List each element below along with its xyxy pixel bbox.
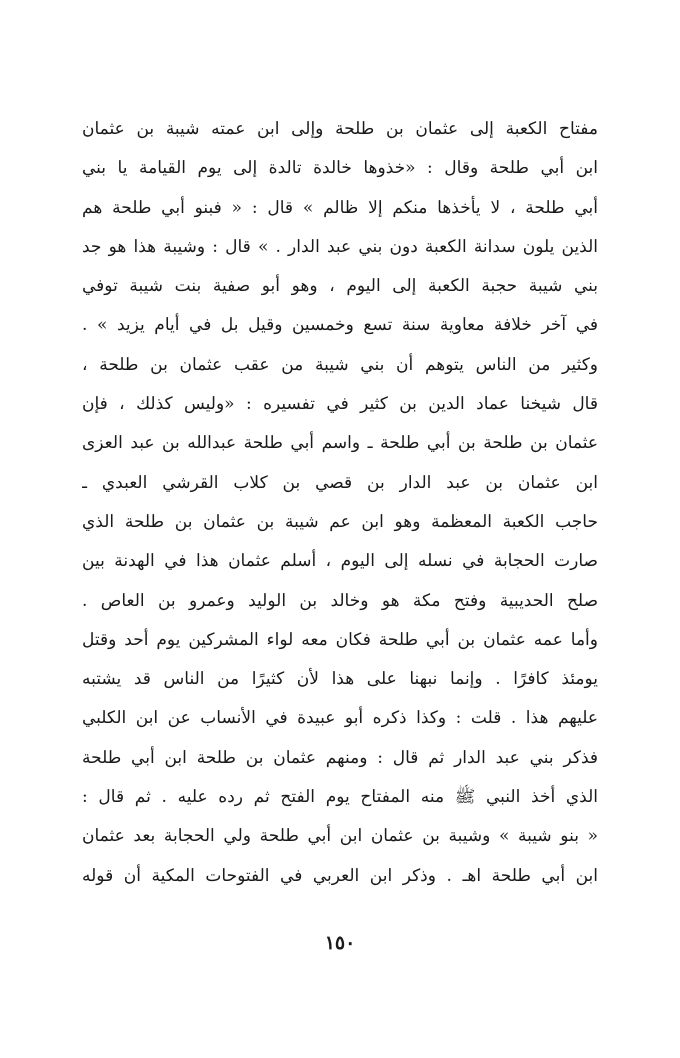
text-line: أبي طلحة ، لا يأخذها منكم إلا ظالم » قال : « فبنو أبي طلحة هم — [82, 197, 598, 218]
text-line: وأما عمه عثمان بن أبي طلحة فكان معه لواء المشركين يوم أحد وقتل — [82, 629, 598, 650]
text-line: « بنو شيبة » وشيبة بن عثمان ابن أبي طلحة ولي الحجابة بعد عثمان — [82, 826, 598, 847]
text-line: قال شيخنا عماد الدين بن كثير في تفسيره : «وليس كذلك ، فإن — [82, 394, 598, 415]
text-line: بني شيبة حجبة الكعبة إلى اليوم ، وهو أبو صفية بنت شيبة توفي — [82, 276, 598, 297]
text-line: ابن أبي طلحة وقال : «خذوها خالدة تالدة إلى يوم القيامة يا بني — [82, 158, 598, 179]
text-line: صلح الحديبية وفتح مكة هو وخالد بن الوليد وعمرو بن العاص . — [82, 590, 598, 611]
text-line: حاجب الكعبة المعظمة وهو ابن عم شيبة بن عثمان بن طلحة الذي — [82, 511, 598, 532]
text-line: الذي أخذ النبي ﷺ منه المفتاح يوم الفتح ثم رده عليه . ثم قال : — [82, 787, 598, 808]
text-line: عثمان بن طلحة بن أبي طلحة ـ واسم أبي طلحة عبدالله بن عبد العزى — [82, 433, 598, 454]
text-line: صارت الحجابة في نسله إلى اليوم ، أسلم عثمان هذا في الهدنة بين — [82, 551, 598, 572]
text-line: ابن عثمان بن عبد الدار بن قصي بن كلاب القرشي العبدي ـ — [82, 472, 598, 493]
text-line: عليهم هذا . قلت : وكذا ذكره أبو عبيدة في الأنساب عن ابن الكلبي — [82, 708, 598, 729]
text-line: الذين يلون سدانة الكعبة دون بني عبد الدار . » قال : وشيبة هذا هو جد — [82, 236, 598, 257]
text-line: ابن أبي طلحة اهـ . وذكر ابن العربي في الفتوحات المكية أن قوله — [82, 865, 598, 886]
page-number: ١٥٠ — [324, 932, 356, 954]
text-line: يومئذ كافرًا . وإنما نبهنا على هذا لأن كثيرًا من الناس قد يشتبه — [82, 669, 598, 690]
text-line: وكثير من الناس يتوهم أن بني شيبة من عقب عثمان بن طلحة ، — [82, 354, 598, 375]
text-line: مفتاح الكعبة إلى عثمان بن طلحة وإلى ابن عمته شيبة بن عثمان — [82, 119, 598, 139]
text-line: فذكر بني عبد الدار ثم قال : ومنهم عثمان بن طلحة ابن أبي طلحة — [82, 747, 598, 768]
text-line: في آخر خلافة معاوية سنة تسع وخمسين وقيل بل في أيام يزيد » . — [82, 315, 598, 336]
body-text — [82, 110, 598, 896]
